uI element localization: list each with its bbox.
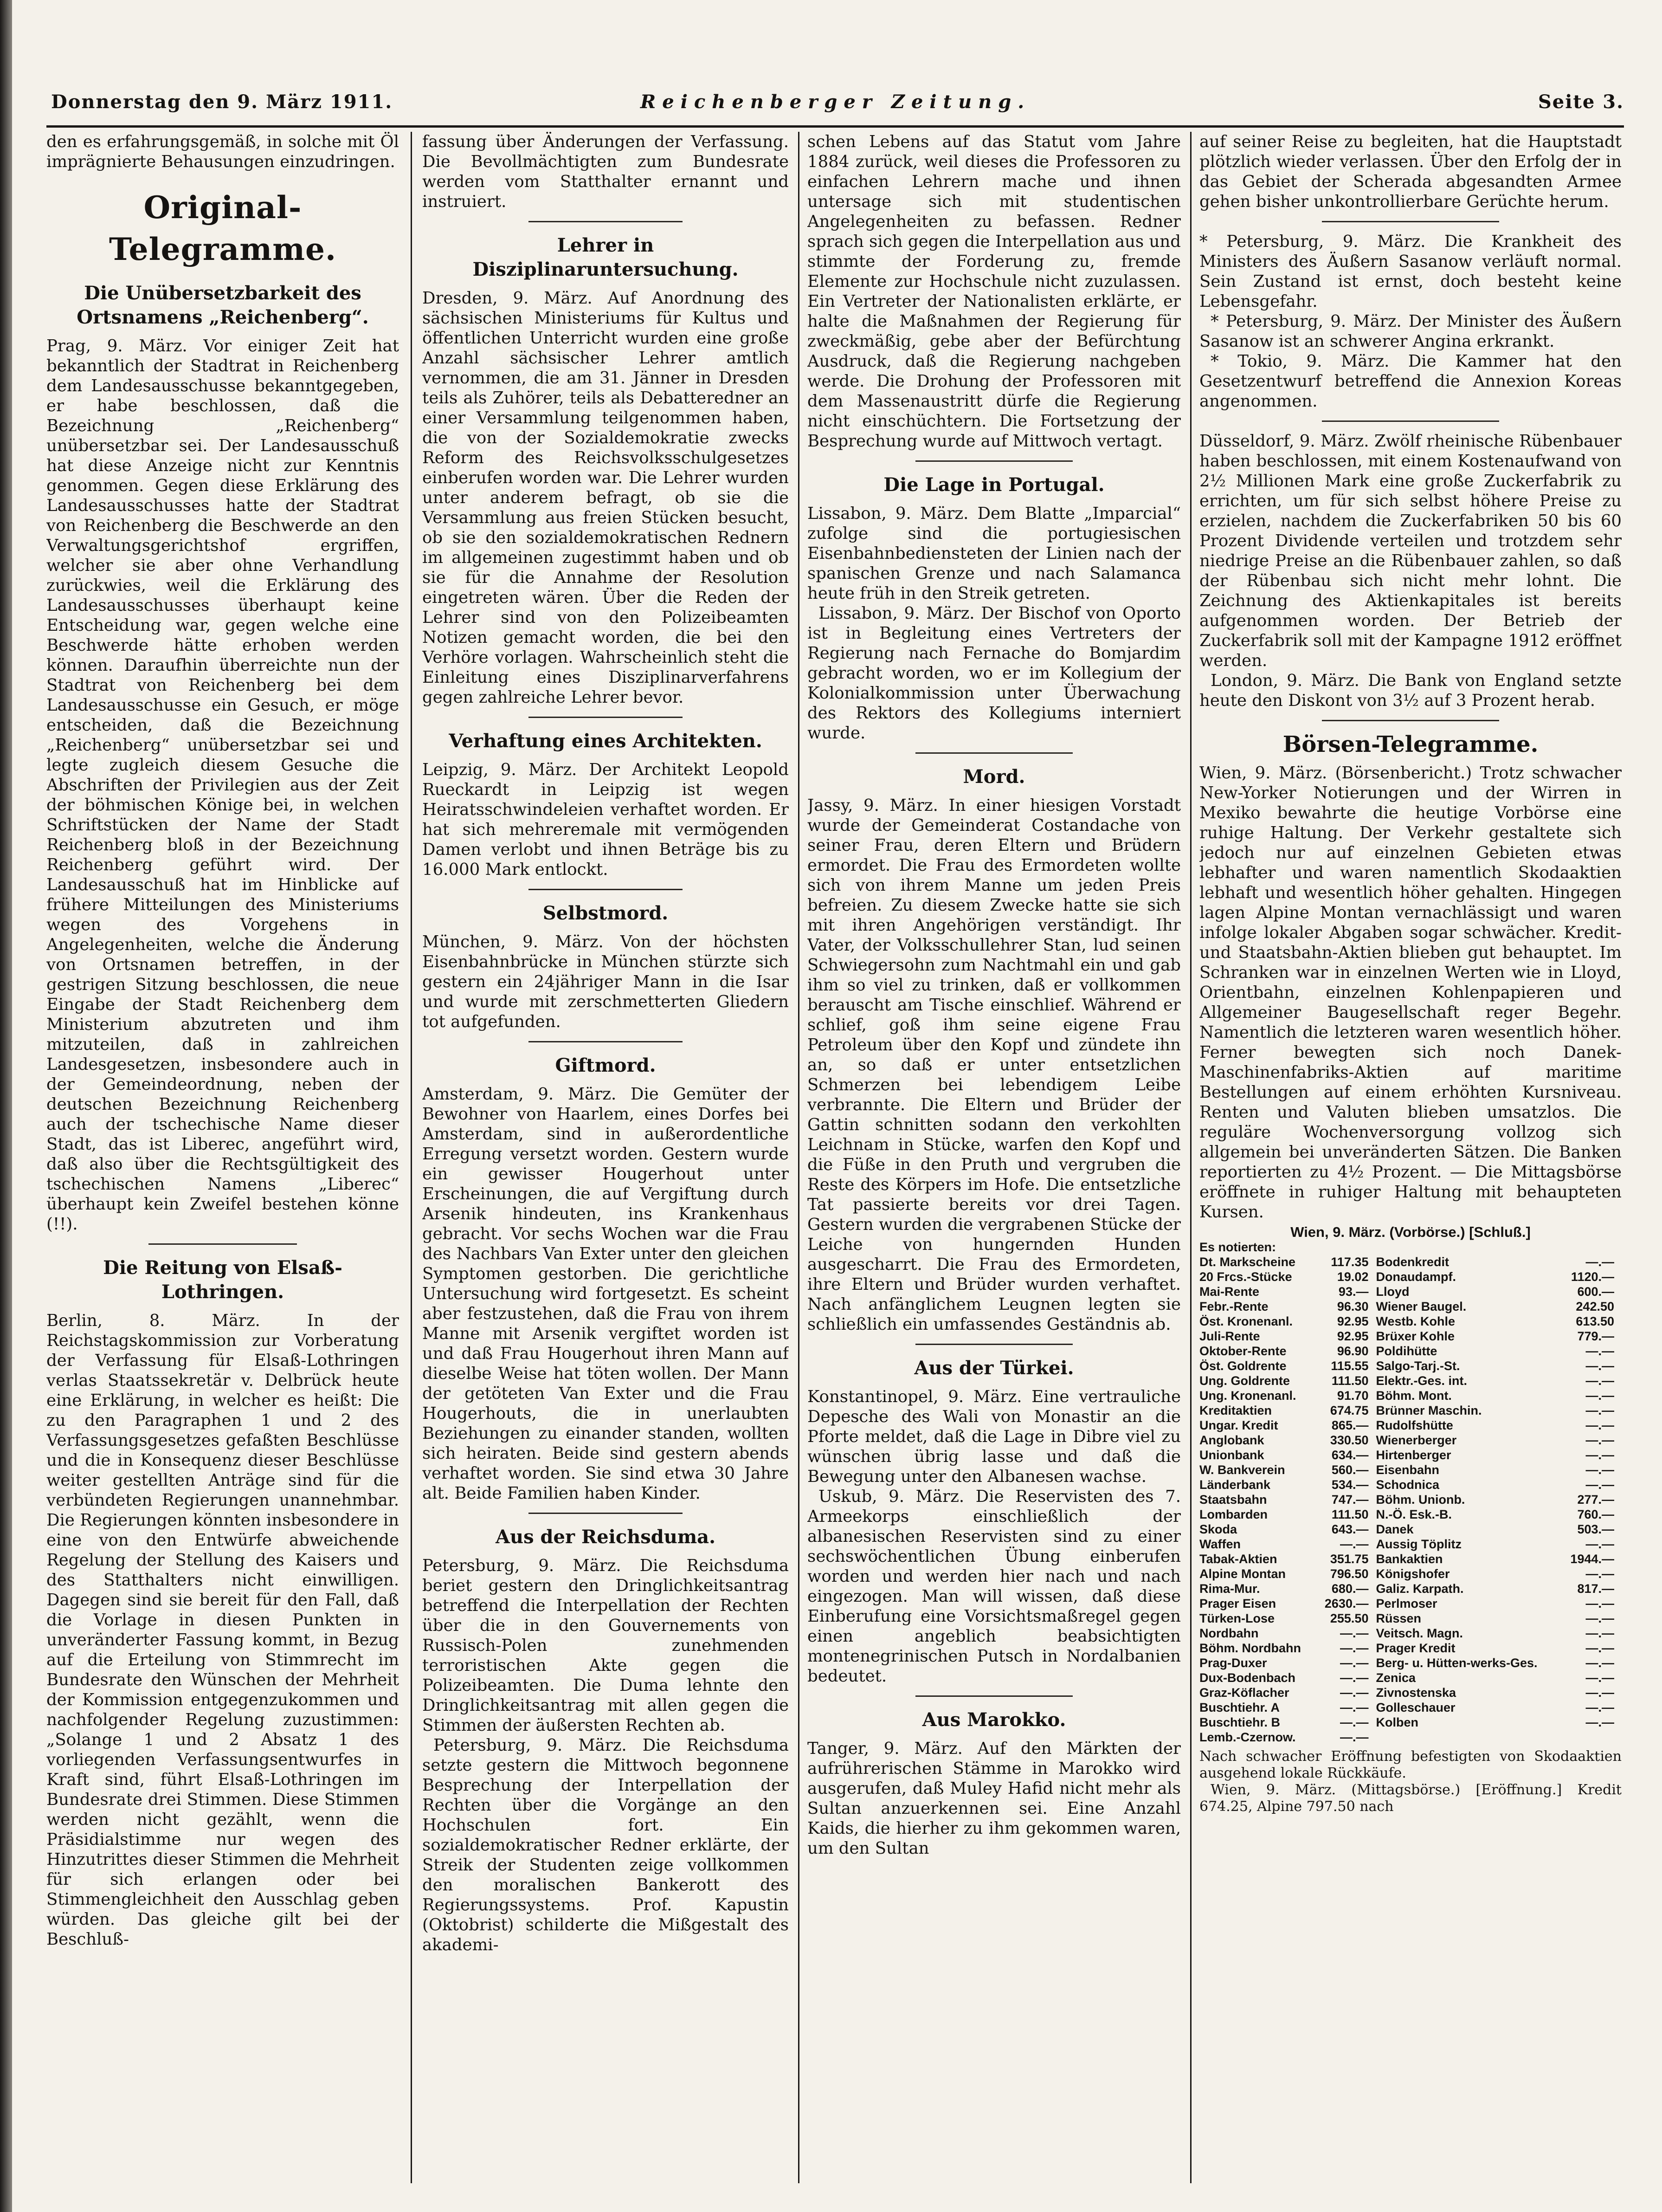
article-body: Petersburg, 9. März. Die Reichsduma beriet gestern den Dringlichkeitsantrag betreffend die Interpellation der Rechten über die in den Gouvernements von Russisch-Polen zunehmenden terroristischen Akte gegen die Polizeibeamten. Die Duma lehnte den Dringlichkeitsantrag mit allen gegen die Stimmen der äußersten Rechten ab. — [422, 1556, 789, 1735]
article-headline: Die Lage in Portugal. — [883, 474, 1105, 496]
stock-name: Golleschauer — [1376, 1701, 1456, 1714]
stock-name: Kreditaktien — [1199, 1404, 1272, 1417]
stock-value: —.— — [1340, 1686, 1369, 1700]
column-rule-1 — [411, 132, 412, 2183]
article-body: Lissabon, 9. März. Der Bischof von Oporto ist in Begleitung eines Vertreters der Regierung nach Fernache do Bomjardim gebracht worden, wo er im Kollegium der Kolonialkommission unter Überwachung des Rektors des Kollegiums interniert wurde. — [807, 604, 1181, 743]
stock-value: 255.50 — [1330, 1611, 1369, 1625]
stock-name: Prager Eisen — [1199, 1597, 1276, 1610]
stock-name: Brüxer Kohle — [1376, 1329, 1455, 1343]
stock-value: 534.— — [1331, 1478, 1369, 1492]
page-header — [51, 91, 1624, 119]
stock-value: 634.— — [1331, 1448, 1369, 1462]
stock-value: —.— — [1340, 1701, 1369, 1714]
stock-value: —.— — [1585, 1701, 1614, 1714]
table-row — [1199, 1255, 1622, 1269]
stock-value: —.— — [1585, 1433, 1614, 1447]
article-body: Wien, 9. März. (Mittagsbörse.) [Eröffnung.] Kredit 674.25, Alpine 797.50 nach — [1199, 1782, 1622, 1815]
stock-name: Poldihütte — [1376, 1344, 1437, 1358]
article-body: * Tokio, 9. März. Die Kammer hat den Gesetzentwurf betreffend die Annexion Koreas angenommen. — [1199, 352, 1622, 411]
stock-name — [1376, 1730, 1562, 1745]
stock-name: Donaudampf. — [1376, 1270, 1456, 1284]
stock-value: 560.— — [1331, 1463, 1369, 1477]
stock-name: Böhm. Unionb. — [1376, 1493, 1465, 1507]
stock-quotes-heading: Wien, 9. März. (Vorbörse.) [Schluß.] — [1290, 1224, 1531, 1240]
stock-name: Zivnostenska — [1376, 1686, 1456, 1700]
article-body: München, 9. März. Von der höchsten Eisenbahnbrücke in München stürzte sich gestern ein 24jähriger Mann in die Isar und wurde mit zerschmetterten Gliedern tot aufgefunden. — [422, 932, 789, 1031]
article-separator — [915, 752, 1072, 754]
stock-value: —.— — [1585, 1448, 1614, 1462]
stock-value: 1944.— — [1570, 1552, 1614, 1566]
stock-name: Nordbahn — [1199, 1626, 1259, 1640]
stock-name: Waffen — [1199, 1537, 1241, 1551]
stock-name: Rudolfshütte — [1376, 1418, 1453, 1432]
stock-value: —.— — [1585, 1389, 1614, 1403]
article-headline: Giftmord. — [555, 1054, 656, 1076]
article-body: * Petersburg, 9. März. Die Krankheit des Ministers des Äußern Sasanow verläuft normal. Sein Zustand ist ernst, doch besteht keine Lebensgefahr. — [1199, 232, 1622, 311]
stock-value: 2630.— — [1324, 1597, 1369, 1610]
article-separator — [528, 889, 683, 890]
stock-value: —.— — [1585, 1641, 1614, 1655]
stock-name: Ung. Kronenanl. — [1199, 1389, 1296, 1403]
stock-value: —.— — [1585, 1671, 1614, 1685]
stock-value: 91.70 — [1337, 1389, 1369, 1403]
table-row — [1199, 1626, 1622, 1641]
table-row — [1199, 1507, 1622, 1522]
section-title-original-telegrams: Original-Telegramme. — [109, 189, 336, 267]
article-continuation: fassung über Änderungen der Verfassung. Die Bevollmächtigten zum Bundesrate werden vom Statthalter ernannt und instruiert. — [422, 132, 789, 211]
stock-value: —.— — [1585, 1686, 1614, 1700]
stock-name: Perlmoser — [1376, 1597, 1437, 1610]
article-continuation: schen Lebens auf das Statut vom Jahre 1884 zurück, weil dieses die Professoren zu einfachen Lehrern mache und ihnen untersage sich mit studentischen Angelegenheiten zu befassen. Redner sprach sich gegen die Interpellation aus und stimmte der Forderung zu, fremde Elemente zur Hochschule nicht zuzulassen. Ein Vertreter der Nationalisten erklärte, er halte die Maßnahmen der Regierung für zweckmäßig, gebe aber der Befürchtung Ausdruck, daß die Regierung nachgeben werde. Die Drohung der Professoren mit dem Massenaustritt dürfe die Regierung nicht einschüchtern. Die Fortsetzung der Besprechung wurde auf Mittwoch vertagt. — [807, 132, 1181, 451]
stock-value: 747.— — [1331, 1493, 1369, 1507]
stock-value: 865.— — [1331, 1418, 1369, 1432]
stock-name: Dt. Markscheine — [1199, 1255, 1296, 1269]
stock-name: Rima-Mur. — [1199, 1582, 1260, 1596]
stock-name: N.-Ö. Esk.-B. — [1376, 1507, 1452, 1521]
table-row — [1199, 1373, 1622, 1388]
article-separator — [1322, 720, 1499, 721]
table-row — [1199, 1581, 1622, 1596]
stock-value — [1562, 1730, 1622, 1745]
stock-value: 796.50 — [1330, 1567, 1369, 1581]
stock-value: —.— — [1340, 1730, 1369, 1744]
article-body: London, 9. März. Die Bank von England setzte heute den Diskont von 3½ auf 3 Prozent herab. — [1199, 671, 1622, 710]
table-row — [1199, 1537, 1622, 1552]
stock-value: 19.02 — [1337, 1270, 1369, 1284]
stock-value: —.— — [1340, 1656, 1369, 1670]
column-2 — [422, 132, 789, 2188]
stock-name: Buschtiehr. A — [1199, 1701, 1280, 1714]
column-rule-2 — [798, 132, 799, 2183]
stock-name: Ungar. Kredit — [1199, 1418, 1278, 1432]
article-separator — [915, 460, 1072, 462]
header-newspaper-name: Reichenberger Zeitung. — [640, 91, 1031, 113]
stock-value: —.— — [1585, 1611, 1614, 1625]
stock-value: 760.— — [1577, 1507, 1614, 1521]
stock-name: Hirtenberger — [1376, 1448, 1451, 1462]
table-row — [1199, 1403, 1622, 1418]
stock-quotes — [1199, 1225, 1622, 1745]
stock-name: Prag-Duxer — [1199, 1656, 1267, 1670]
article-body: Uskub, 9. März. Die Reservisten des 7. Armeekorps einschließlich der albanesischen Reservisten sind zu einer sechswöchentlichen Übung einberufen worden und werden hier nach und nach eingezogen. Man will wissen, daß diese Einberufung eine Vorsichtsmaßregel gegen einen angeblich beabsichtigten montenegrinischen Putsch in Nordalbanien bedeutet. — [807, 1487, 1181, 1686]
article-headline: Selbstmord. — [542, 902, 669, 924]
stock-value: 613.50 — [1576, 1314, 1614, 1328]
stock-value: —.— — [1340, 1537, 1369, 1551]
stock-value: —.— — [1340, 1626, 1369, 1640]
stock-value: —.— — [1585, 1344, 1614, 1358]
table-row — [1199, 1433, 1622, 1448]
stock-name: Unionbank — [1199, 1448, 1264, 1462]
stock-value: —.— — [1585, 1418, 1614, 1432]
article-body: Konstantinopel, 9. März. Eine vertrauliche Depesche des Wali von Monastir an die Pforte meldet, daß die Lage in Dibre viel zu wünschen übrig lasse und daß die Bewegung unter den Albanesen wachse. — [807, 1387, 1181, 1486]
table-row — [1199, 1418, 1622, 1433]
table-row — [1199, 1462, 1622, 1477]
article-separator — [915, 1344, 1072, 1345]
article-body: Nach schwacher Eröffnung befestigten von Skodaaktien ausgehend lokale Rückkäufe. — [1199, 1748, 1622, 1781]
stock-value: 330.50 — [1330, 1433, 1369, 1447]
column-rule-3 — [1190, 132, 1192, 2183]
stock-name: Galiz. Karpath. — [1376, 1582, 1464, 1596]
article-headline: Aus der Türkei. — [914, 1357, 1074, 1379]
stock-name: Berg- u. Hütten-werks-Ges. — [1376, 1656, 1538, 1670]
stock-name: Zenica — [1376, 1671, 1416, 1685]
table-row — [1199, 1730, 1622, 1745]
stock-value: 242.50 — [1576, 1300, 1614, 1313]
article-separator — [1322, 420, 1499, 422]
column-4 — [1199, 132, 1622, 2188]
table-row — [1199, 1522, 1622, 1537]
stock-name: Eisenbahn — [1376, 1463, 1439, 1477]
stock-value: —.— — [1585, 1537, 1614, 1551]
stock-value: —.— — [1585, 1255, 1614, 1269]
stock-name: Lombarden — [1199, 1507, 1268, 1521]
stock-value: —.— — [1585, 1478, 1614, 1492]
header-rule — [46, 125, 1624, 128]
stock-name: Öst. Kronenanl. — [1199, 1314, 1293, 1328]
table-row — [1199, 1596, 1622, 1611]
article-headline: Aus der Reichsduma. — [495, 1526, 716, 1548]
stock-name: Rüssen — [1376, 1611, 1422, 1625]
table-row — [1199, 1566, 1622, 1581]
stock-value: 115.55 — [1331, 1359, 1369, 1373]
stock-name: Böhm. Mont. — [1376, 1389, 1452, 1403]
stock-name: Königshofer — [1376, 1567, 1450, 1581]
stock-name: W. Bankverein — [1199, 1463, 1285, 1477]
stock-name: Veitsch. Magn. — [1376, 1626, 1463, 1640]
stock-name: Lemb.-Czernow. — [1199, 1730, 1296, 1744]
stock-name: Buschtiehr. B — [1199, 1715, 1281, 1729]
stock-value: —.— — [1585, 1359, 1614, 1373]
stock-name: Wienerberger — [1376, 1433, 1457, 1447]
article-body: Prag, 9. März. Vor einiger Zeit hat bekanntlich der Stadtrat in Reichenberg dem Landesausschusse bekanntgegeben, er habe beschlossen, daß die Bezeichnung „Reichenberg“ unübersetzbar sei. Der Landesausschuß hat diese Anzeige nicht zur Kenntnis genommen. Gegen diese Erklärung des Landesausschusses hatte der Stadtrat von Reichenberg die Beschwerde an den Verwaltungsgerichtshof ergriffen, welcher sie aber ohne Verhandlung zurückwies, weil die Erklärung des Landesausschusses überhaupt keine Entscheidung war, gegen welche eine Beschwerde hätte erhoben werden können. Daraufhin überreichte nun der Stadtrat von Reichenberg bei dem Landesausschusse ein Gesuch, er möge entscheiden, daß die Bezeichnung „Reichenberg“ unübersetzbar sei und legte zugleich diesem Gesuche die Abschriften der Privilegien aus der Zeit der böhmischen Könige bei, in welchen Schriftstücken der Name der Stadt Reichenberg bloß in der Bezeichnung Reichenberg geführt wird. Der Landesausschuß hat im Hinblicke auf frühere Mitteilungen des Ministeriums wegen des Vorgehens in Angelegenheiten, welche die Änderung von Ortsnamen betreffen, in der gestrigen Sitzung beschlossen, die neue Eingabe der Stadt Reichenberg dem Ministerium abzutreten und ihm mitzuteilen, daß in zahlreichen Landesgesetzen, insbesondere auch in der Gemeindeordnung, neben der deutschen Bezeichnung Reichenberg auch der tschechische Name dieser Stadt, das ist Liberec, angeführt wird, daß also über die Rechtsgültigkeit des tschechischen Namens „Liberec“ überhaupt kein Zweifel bestehen könne (!!). — [46, 336, 399, 1234]
article-body: Lissabon, 9. März. Dem Blatte „Imparcial“ zufolge sind die portugiesischen Eisenbahnbediensteten der Linien nach der spanischen Grenze und nach Salamanca heute früh in den Streik getreten. — [807, 504, 1181, 603]
stock-name: Türken-Lose — [1199, 1611, 1275, 1625]
article-continuation: den es erfahrungsgemäß, in solche mit Öl imprägnierte Behausungen einzudringen. — [46, 132, 399, 171]
table-row — [1199, 1344, 1622, 1358]
stock-quotes-subheading: Es notierten: — [1199, 1240, 1276, 1254]
stock-quotes-table — [1199, 1255, 1622, 1745]
article-headline: Verhaftung eines Architekten. — [449, 730, 762, 752]
table-row — [1199, 1611, 1622, 1626]
table-row — [1199, 1670, 1622, 1685]
stock-name: Staatsbahn — [1199, 1493, 1267, 1507]
stock-name: Dux-Bodenbach — [1199, 1671, 1296, 1685]
section-title-stock-telegrams: Börsen-Telegramme. — [1282, 731, 1539, 757]
stock-name: Länderbank — [1199, 1478, 1271, 1492]
stock-value: 117.35 — [1331, 1255, 1369, 1269]
article-headline: Die Unübersetzbarkeit des Ortsnamens „Reichenberg“. — [77, 282, 369, 328]
article-separator — [528, 717, 683, 718]
stock-value: —.— — [1585, 1626, 1614, 1640]
article-body: * Petersburg, 9. März. Der Minister des Äußern Sasanow ist an schwerer Angina erkrankt. — [1199, 312, 1622, 351]
stock-name: Prager Kredit — [1376, 1641, 1456, 1655]
article-body: Düsseldorf, 9. März. Zwölf rheinische Rübenbauer haben beschlossen, mit einem Kostenaufwand von 2½ Millionen Mark eine große Zuckerfabrik zu errichten, um für sich selbst höhere Preise zu erzielen, nachdem die Zuckerfabriken 50 bis 60 Prozent Dividende verteilen und trotzdem sehr niedrige Preise an die Rübenbauer zahlen, so daß der Rübenbau sich nicht mehr lohnt. Die Zeichnung des Aktienkapitales ist bereits aufgenommen worden. Der Betrieb der Zuckerfabrik soll mit der Kampagne 1912 eröffnet werden. — [1199, 432, 1622, 670]
stock-name: Brünner Maschin. — [1376, 1404, 1482, 1417]
table-row — [1199, 1685, 1622, 1700]
table-row — [1199, 1715, 1622, 1730]
stock-name: Böhm. Nordbahn — [1199, 1641, 1301, 1655]
table-row — [1199, 1492, 1622, 1507]
stock-name: Bodenkredit — [1376, 1255, 1449, 1269]
article-headline: Aus Marokko. — [922, 1709, 1066, 1731]
table-row — [1199, 1641, 1622, 1656]
article-separator — [1322, 221, 1499, 222]
stock-name: Kolben — [1376, 1715, 1418, 1729]
table-row — [1199, 1388, 1622, 1403]
stock-value: 96.30 — [1337, 1300, 1369, 1313]
stock-name: Tabak-Aktien — [1199, 1552, 1277, 1566]
article-headline: Die Reitung von Elsaß-Lothringen. — [103, 1257, 342, 1303]
stock-value: 680.— — [1331, 1582, 1369, 1596]
article-body: Petersburg, 9. März. Die Reichsduma setzte gestern die Mittwoch begonnene Besprechung der Interpellation der Rechten über die Vorgänge an den Hochschulen fort. Ein sozialdemokratischer Redner erklärte, der Streik der Studenten zeige vollkommen den moralischen Bankerott des Regierungssystems. Prof. Kapustin (Oktobrist) schilderte die Mißgestalt des akademi- — [422, 1736, 789, 1954]
stock-value: 111.50 — [1331, 1374, 1369, 1388]
table-row — [1199, 1284, 1622, 1299]
stock-name: Lloyd — [1376, 1285, 1410, 1299]
article-body: Berlin, 8. März. In der Reichstagskommission zur Vorberatung der Verfassung für Elsaß-Lothringen verlas Staatssekretär v. Delbrück heute eine Erklärung, in welcher es heißt: Die zu den Paragraphen 1 und 2 des Verfassungsgesetzes gefaßten Beschlüsse und die in Konsequenz dieser Beschlüsse weiter gestellten Anträge sind für die verbündeten Regierungen unannehmbar. Die Regierungen könnten insbesondere in eine von den Entwürfe abweichende Regelung der Stellung des Kaisers und des Statthalters nicht einwilligen. Dagegen sind sie bereit für den Fall, daß die Vorlage in diesen Punkten in unveränderter Fassung kommt, in Bezug auf die Erteilung von Stimmrecht im Bundesrate den Wünschen der Mehrheit der Kommission entgegenzukommen und nachfolgender Regelung zuzustimmen: „Solange 1 und 2 Absatz 1 des vorliegenden Verfassungsentwurfes in Kraft sind, führt Elsaß-Lothringen im Bundesrate drei Stimmen. Diese Stimmen werden nicht gezählt, wenn die Präsidialstimme nur wegen des Hinzutrittes dieser Stimmen die Mehrheit für sich erlangen oder bei Stimmengleichheit den Ausschlag geben würden. Das gleiche gilt bei der Beschluß- — [46, 1311, 399, 1949]
stock-name: Anglobank — [1199, 1433, 1264, 1447]
stock-value: 92.95 — [1337, 1329, 1369, 1343]
stock-name: Aussig Töplitz — [1376, 1537, 1462, 1551]
stock-value: —.— — [1585, 1656, 1614, 1670]
stock-value: —.— — [1340, 1715, 1369, 1729]
stock-name: Alpine Montan — [1199, 1567, 1286, 1581]
stock-value: —.— — [1585, 1567, 1614, 1581]
stock-value: 600.— — [1577, 1285, 1614, 1299]
stock-value: 674.75 — [1330, 1404, 1369, 1417]
stock-value: —.— — [1585, 1715, 1614, 1729]
table-row — [1199, 1477, 1622, 1492]
stock-value: 93.— — [1338, 1285, 1369, 1299]
column-3 — [807, 132, 1181, 2188]
stock-name: Bankaktien — [1376, 1552, 1443, 1566]
stock-value: 96.90 — [1337, 1344, 1369, 1358]
table-row — [1199, 1329, 1622, 1344]
stock-name: Juli-Rente — [1199, 1329, 1260, 1343]
article-separator — [148, 1243, 296, 1245]
stock-value: 277.— — [1577, 1493, 1614, 1507]
stock-value: 111.50 — [1331, 1507, 1369, 1521]
stock-value: 92.95 — [1337, 1314, 1369, 1328]
table-row — [1199, 1269, 1622, 1284]
article-separator — [528, 1513, 683, 1514]
header-page-number: Seite 3. — [1538, 91, 1624, 113]
table-row — [1199, 1314, 1622, 1329]
stock-name: Febr.-Rente — [1199, 1300, 1269, 1313]
stock-value: —.— — [1340, 1671, 1369, 1685]
column-1 — [46, 132, 399, 2188]
article-body: Tanger, 9. März. Auf den Märkten der aufrührerischen Stämme in Marokko wird ausgerufen, daß Muley Hafid nicht mehr als Sultan anzuerkennen sei. Eine Anzahl Kaids, die hierher zu ihm gekommen waren, um den Sultan — [807, 1739, 1181, 1858]
stock-value: 779.— — [1577, 1329, 1614, 1343]
stock-value: 643.— — [1331, 1522, 1369, 1536]
stock-name: 20 Frcs.-Stücke — [1199, 1270, 1292, 1284]
stock-name: Mai-Rente — [1199, 1285, 1260, 1299]
article-continuation: auf seiner Reise zu begleiten, hat die Hauptstadt plötzlich wieder verlassen. Über den Erfolg der in das Gebiet der Scherada abgesandten Armee gehen bisher unkontrollierbare Gerüchte herum. — [1199, 132, 1622, 211]
stock-name: Öst. Goldrente — [1199, 1359, 1287, 1373]
stock-value: —.— — [1585, 1597, 1614, 1610]
stock-name: Oktober-Rente — [1199, 1344, 1287, 1358]
stock-value: 351.75 — [1330, 1552, 1369, 1566]
stock-name: Westb. Kohle — [1376, 1314, 1455, 1328]
page-edge-shadow — [0, 0, 12, 2212]
table-row — [1199, 1552, 1622, 1566]
stock-name: Graz-Köflacher — [1199, 1686, 1289, 1700]
stock-value: —.— — [1340, 1641, 1369, 1655]
table-row — [1199, 1358, 1622, 1373]
article-body: Jassy, 9. März. In einer hiesigen Vorstadt wurde der Gemeinderat Costandache von seiner Frau, deren Eltern und Brüdern ermordet. Die Frau des Ermordeten wollte sich von ihrem Manne um jeden Preis befreien. Zu diesem Zwecke hatte sie sich mit ihren Angehörigen verständigt. Ihr Vater, der Volksschullehrer Stan, lud seinen Schwiegersohn zum Nachtmahl ein und gab ihm so viel zu trinken, daß er vollkommen berauscht am Tische einschlief. Während er schlief, goß ihm seine eigene Frau Petroleum über den Kopf und zündete ihn an, so daß er unter entsetzlichen Schmerzen bei lebendigem Leibe verbrannte. Die Eltern und Brüder der Gattin schnitten sodann den verkohlten Leichnam in Stücke, warfen den Kopf und die Füße in den Pruth und vergruben die Reste des Körpers im Hofe. Die entsetzliche Tat passierte bereits vor drei Tagen. Gestern wurden die vergrabenen Stücke der Leiche von hungernden Hunden ausgescharrt. Die Frau des Ermordeten, ihre Eltern und Brüder wurden verhaftet. Nach anfänglichem Leugnen legten sie schließlich ein umfassendes Geständnis ab. — [807, 796, 1181, 1334]
article-headline: Mord. — [963, 766, 1025, 788]
article-body: Dresden, 9. März. Auf Anordnung des sächsischen Ministeriums für Kultus und öffentlichen Unterricht wurden eine große Anzahl sächsischer Lehrer amtlich vernommen, die am 31. Jänner in Dresden teils als Zuhörer, teils als Debatteredner an einer Versammlung teilgenommen haben, die von der Sozialdemokratie zwecks Reform des Reichsvolksschulgesetzes einberufen worden war. Die Lehrer wurden unter anderem befragt, ob sie die Versammlung aus freien Stücken besucht, ob sie den sozialdemokratischen Rednern im allgemeinen zugestimmt haben und ob sie für die Annahme der Resolution eingetreten wären. Über die Reden der Lehrer sind von den Polizeibeamten Notizen gemacht worden, die bei den Verhöre vorlagen. Wahrscheinlich steht die Einleitung eines Disziplinarverfahrens gegen zahlreiche Lehrer bevor. — [422, 289, 789, 707]
article-body: Leipzig, 9. März. Der Architekt Leopold Rueckardt in Leipzig ist wegen Heiratsschwindeleien verhaftet worden. Er hat sich mehreremale mit vermögenden Damen verlobt und ihnen Beträge bis zu 16.000 Mark entlockt. — [422, 760, 789, 879]
table-row — [1199, 1656, 1622, 1670]
article-body: Wien, 9. März. (Börsenbericht.) Trotz schwacher New-Yorker Notierungen und der Wirren in Mexiko bewahrte die heutige Vorbörse eine ruhige Haltung. Der Verkehr gestaltete sich jedoch nur auf einzelnen Gebieten etwas lebhafter und waren namentlich Skodaaktien lebhaft und wesentlich höher gehalten. Hingegen lagen Alpine Montan vernachlässigt und waren infolge lokaler Abgaben sogar schwächer. Kredit- und Staatsbahn-Aktien blieben gut behauptet. Im Schranken war in einzelnen Werten wie in Lloyd, Orientbahn, einzelnen Kohlenpapieren und Allgemeiner Baugesellschaft reger Begehr. Namentlich die letzteren waren wesentlich höher. Ferner bewegten sich noch Danek-Maschinenfabriks-Aktien auf maritime Bestellungen auf einem erhöhten Kursniveau. Renten und Valuten blieben umsatzlos. Die reguläre Wochenversorgung vollzog sich allgemein bei unveränderten Sätzen. Die Banken reportierten zu 4½ Prozent. — Die Mittagsbörse eröffnete in ruhiger Haltung mit behaupteten Kursen. — [1199, 763, 1622, 1222]
stock-name: Wiener Baugel. — [1376, 1300, 1467, 1313]
stock-name: Salgo-Tarj.-St. — [1376, 1359, 1460, 1373]
table-row — [1199, 1448, 1622, 1462]
stock-name: Ung. Goldrente — [1199, 1374, 1290, 1388]
article-headline: Lehrer in Disziplinaruntersuchung. — [472, 234, 739, 280]
stock-name: Skoda — [1199, 1522, 1237, 1536]
stock-name: Schodnica — [1376, 1478, 1439, 1492]
stock-value: 1120.— — [1571, 1270, 1614, 1284]
stock-value: 503.— — [1577, 1522, 1614, 1536]
stock-value: 817.— — [1577, 1582, 1614, 1596]
article-separator — [528, 221, 683, 222]
header-date: Donnerstag den 9. März 1911. — [51, 91, 393, 113]
article-body: Amsterdam, 9. März. Die Gemüter der Bewohner von Haarlem, eines Dorfes bei Amsterdam, sind in außerordentliche Erregung versetzt worden. Gestern wurde ein gewisser Hougerhout unter Erscheinungen, die auf Vergiftung durch Arsenik hindeuten, ins Krankenhaus gebracht. Vor sechs Wochen war die Frau des Nachbars Van Exter unter den gleichen Symptomen gestorben. Die gerichtliche Untersuchung wird fortgesetzt. Es scheint aber festzustehen, daß die Frau von ihrem Manne mit Arsenik vergiftet worden ist und daß Frau Hougerhout ihren Mann auf dieselbe Weise hat töten wollen. Der Mann der getöteten Van Exter und die Frau Hougerhouts, die in unerlaubten Beziehungen zu einander standen, wollten sich heiraten. Beide sind gestern abends verhaftet worden. Sie sind etwa 30 Jahre alt. Beide Familien haben Kinder. — [422, 1085, 789, 1503]
stock-value: —.— — [1585, 1463, 1614, 1477]
stock-name: Elektr.-Ges. int. — [1376, 1374, 1468, 1388]
stock-value: —.— — [1585, 1404, 1614, 1417]
table-row — [1199, 1299, 1622, 1314]
article-separator — [915, 1695, 1072, 1697]
table-row — [1199, 1700, 1622, 1715]
stock-name: Danek — [1376, 1522, 1414, 1536]
stock-value: —.— — [1585, 1374, 1614, 1388]
article-separator — [528, 1041, 683, 1042]
